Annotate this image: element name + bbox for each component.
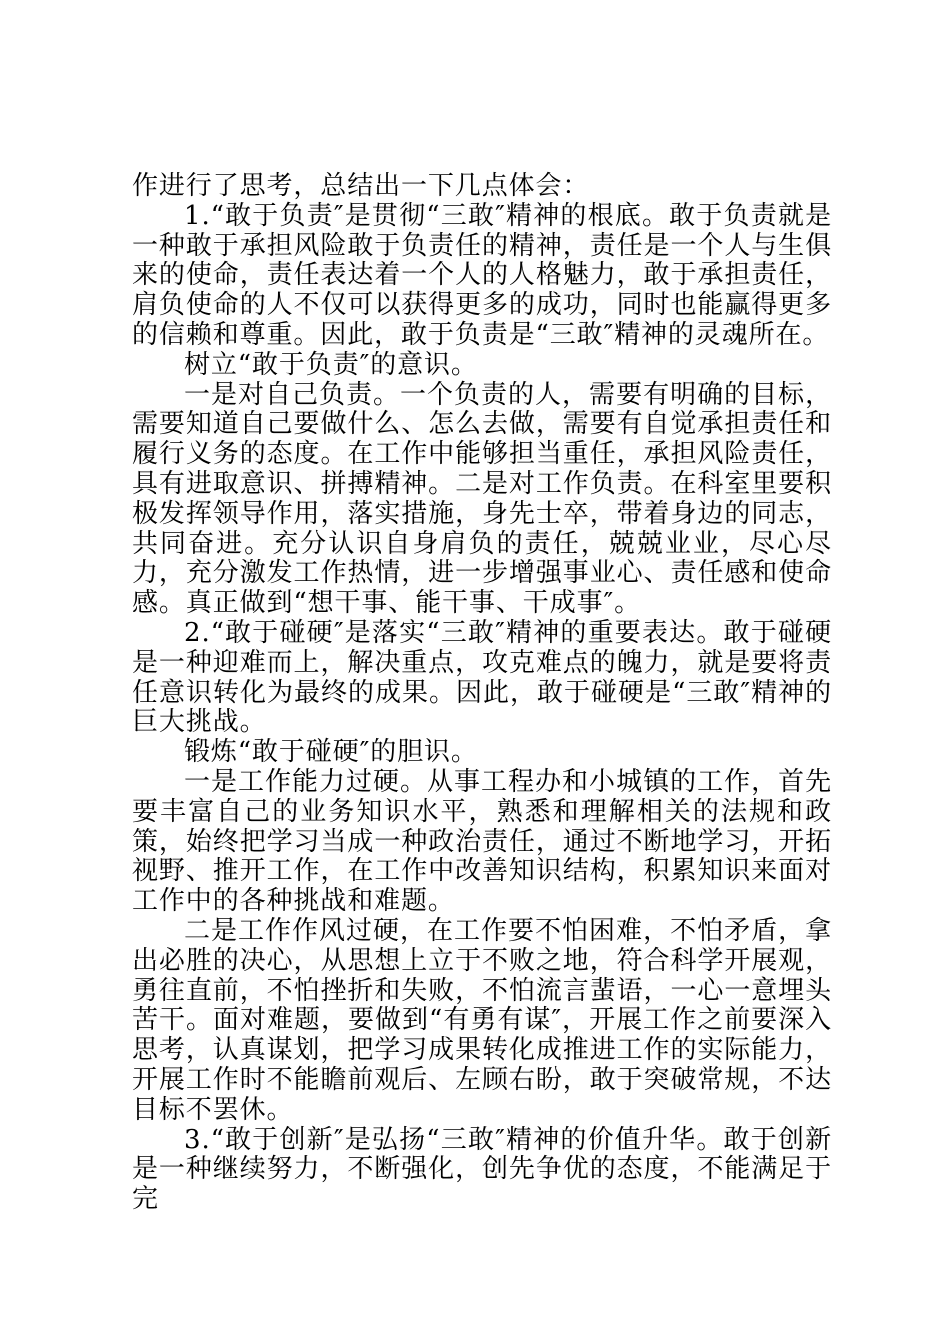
paragraph-dare-innovate: 3.“敢于创新″是弘扬“三敢″精神的价值升华。敢于创新是一种继续努力，不断强化，创先争优的态度，不能满足于完	[132, 1124, 832, 1215]
paragraph-work-ability: 一是工作能力过硬。从事工程办和小城镇的工作，首先要丰富自己的业务知识水平，熟悉和理解相关的法规和政策，始终把学习当成一种政治责任，通过不断地学习，开拓视野、推开工作，在工作中改善知识结构，积累知识来面对工作中的各种挑战和难题。	[132, 766, 832, 917]
paragraph-dare-responsibility: 1.“敢于负责″是贯彻“三敢″精神的根底。敢于负责就是一种敢于承担风险敢于负责任的精神，责任是一个人与生俱来的使命，责任表达着一个人的人格魅力，敢于承担责任，肩负使命的人不仅可以获得更多的成功，同时也能赢得更多的信赖和尊重。因此，敢于负责是“三敢″精神的灵魂所在。	[132, 200, 832, 350]
document-body	[132, 172, 832, 1215]
subheading-responsibility-awareness: 树立“敢于负责″的意识。	[184, 349, 478, 380]
paragraph-continuation: 作进行了思考，总结出一下几点体会：	[132, 171, 590, 201]
paragraph-dare-tough: 2.“敢于碰硬″是落实“三敢″精神的重要表达。敢于碰硬是一种迎难而上，解决重点，攻克难点的魄力，就是要将责任意识转化为最终的成果。因此，敢于碰硬是“三敢″精神的巨大挑战。	[132, 617, 832, 738]
paragraph-work-style: 二是工作作风过硬，在工作要不怕困难，不怕矛盾，拿出必胜的决心，从思想上立于不败之地，符合科学开展观，勇往直前，不怕挫折和失败，不怕流言蜚语，一心一意埋头苦干。面对难题，要做到“有勇有谋″，开展工作之前要深入思考，认真谋划，把学习成果转化成推进工作的实际能力，开展工作时不能瞻前观后、左顾右盼，敢于突破常规，不达目标不罢休。	[132, 915, 832, 1125]
subheading-courage: 锻炼“敢于碰硬″的胆识。	[184, 737, 478, 768]
paragraph-responsibility-details: 一是对自己负责。一个负责的人，需要有明确的目标，需要知道自己要做什么、怎么去做，需要有自觉承担责任和履行义务的态度。在工作中能够担当重任，承担风险责任，具有进取意识、拼搏精神。二是对工作负责。在科室里要积极发挥领导作用，落实措施，身先士卒，带着身边的同志，共同奋进。充分认识自身肩负的责任，兢兢业业，尽心尽力，充分激发工作热情，进一步增强事业心、责任感和使命感。真正做到“想干事、能干事、干成事″。	[132, 379, 832, 619]
